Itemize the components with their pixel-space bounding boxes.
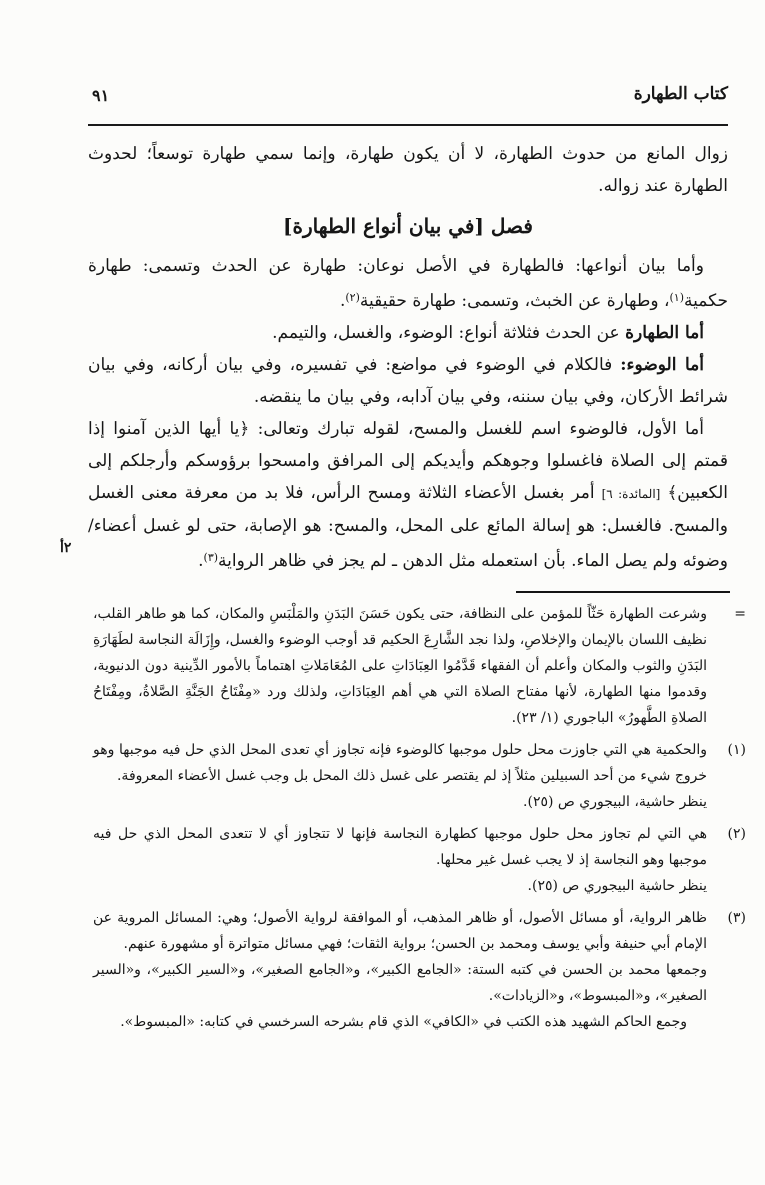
section-heading: فصل [في بيان أنواع الطهارة]: [283, 214, 533, 238]
footnote-text: ظاهر الرواية، أو مسائل الأصول، أو ظاهر المذهب، أو الموافقة لرواية الأصول؛ وهي: المسائل المروية عن الإمام أبي حنيفة وأبي يوسف ومحمد بن الحسن؛ برواية الثقات؛ فهي مسائل متواترة أو مشهورة عنهم.: [93, 910, 707, 952]
footnote-ref-1: (١): [669, 291, 685, 304]
main-text: [88, 138, 728, 577]
bold-lead: أما الطهارة: [625, 323, 704, 343]
footnote: [93, 821, 746, 899]
paragraph-text: .: [198, 551, 204, 571]
footnote-ref-2: (٢): [345, 291, 360, 304]
paragraph-text: عن الحدث فثلاثة أنواع: الوضوء، والغسل، والتيمم.: [272, 323, 626, 343]
footnote-continuation: [93, 601, 746, 731]
footnote-source: ينظر حاشية البيجوري ص (٢٥).: [527, 878, 707, 894]
bold-lead: أما الوضوء:: [620, 355, 704, 375]
footnote-text: وشرعت الطهارة حَثّاً للمؤمن على النظافة، حتى يكون حَسَنَ البَدَنِ والمَلْبَسِ والمكان، كما هو طاهر القلب، نظيف اللسان بالإيمان والإخلاصِ، ولذا نجد الشَّارِعَ الحكيم قد أوجب الوضوء والغسل، وإِزَالَة النجاسة لطَهَارَةِ البَدَنِ والثوب والمكان وأعلم أن الفقهاء قَدَّمُوا العِبَادَاتِ على المُعَامَلاتِ اهتماماً بالأمور الدِّينية دون الدنيوية، وقدموا منها الطهارة، لأنها مفتاح الصلاة التي هي أهم العِبَادَاتِ، ولذلك ورد «مِفْتَاحُ الجَنَّةِ الصَّلاةُ، ومِفْتَاحُ الصلاةِ الطَّهورُ» الباجوري (١/ ٢٣).: [93, 606, 708, 726]
footnote: [93, 905, 746, 1035]
footnote-text: والحكمية هي التي جاوزت محل حلول موجبها كالوضوء فإنه تجاوز أي تعدى المحل الذي حل فيه موجبها وهو خروج شيء من أحد السبيلين مثلاً إذ لم يقتصر على غسل ذلك المحل بل وجب غسل الأعضاء المعروفة.: [93, 742, 707, 784]
paragraph-text: فالكلام في الوضوء في مواضع: في تفسيره، وفي بيان أركانه، وفي بيان شرائط الأركان، وفي بيان سننه، وفي بيان آدابه، وفي بيان ما ينقضه.: [88, 355, 728, 407]
paragraph-wudu: [88, 349, 728, 413]
paragraph-text: وأما بيان أنواعها: فالطهارة في الأصل نوعان: طهارة عن الحدث وتسمى: طهارة حكمية: [88, 256, 728, 311]
footnote-text: وجمع الحاكم الشهيد هذه الكتب في «الكافي» الذي قام بشرحه السرخسي في كتابه: «المبسوط».: [120, 1014, 687, 1030]
folio-marker: ٢أ: [60, 540, 72, 556]
footnote-text: وجمعها محمد بن الحسن في كتبه الستة: «الجامع الكبير»، و«الجامع الصغير»، و«السير الكبير»، و«السير الصغير»، و«المبسوط»، و«الزيادات».: [93, 962, 707, 1004]
footnote-ref-3: (٣): [203, 551, 219, 564]
paragraph-first-topic: [88, 413, 728, 577]
paragraph-continuation: زوال المانع من حدوث الطهارة، لا أن يكون طهارة، وإنما سمي طهارة توسعاً؛ لحدوث الطهارة عند زواله.: [88, 144, 728, 196]
paragraph-text: ، وطهارة عن الخبث، وتسمى: طهارة حقيقية: [359, 291, 670, 311]
footnote-marker: (٢): [727, 826, 746, 842]
paragraph-text: .: [339, 291, 346, 311]
paragraph-types: [88, 250, 728, 317]
footnote: [93, 737, 746, 815]
book-title: كتاب الطهارة: [633, 84, 728, 104]
footnote-marker: (٣): [727, 910, 746, 926]
footnote-separator: [516, 591, 730, 593]
footnotes-section: [93, 601, 746, 1041]
header-rule: [88, 124, 728, 126]
page-number: ٩١: [92, 86, 110, 105]
footnote-marker: =: [734, 606, 746, 622]
verse-reference: [المائدة: ٦]: [601, 487, 661, 501]
paragraph-text: أما الأول، فالوضوء اسم للغسل والمسح، لقوله تبارك وتعالى: ﴿يا أيها الذين آمنوا إذا قمتم إلى الصلاة فاغسلوا وجوهكم وأيديكم إلى المرافق وامسحوا برؤوسكم وأرجلكم إلى الكعبين﴾: [88, 419, 728, 503]
page-header: [88, 84, 728, 110]
paragraph-hadath: [88, 317, 728, 349]
footnote-marker: (١): [727, 742, 746, 758]
footnote-source: ينظر حاشية، البيجوري ص (٢٥).: [523, 794, 707, 810]
footnote-text: هي التي لم تجاوز محل حلول موجبها كطهارة النجاسة فإنها لا تتجاوز أي لا تتعدى المحل الذي حل فيه موجبها وهو النجاسة إذ لا يجب غسل غير محلها.: [93, 826, 707, 868]
paragraph-text: أمر بغسل الأعضاء الثلاثة ومسح الرأس، فلا بد من معرفة معنى الغسل والمسح. فالغسل: هو إسالة المائع على المحل، والمسح: هو الإصابة، حتى لو غسل أعضاء/ وضوئه ولم يصل الماء. بأن استعمله مثل الدهن ـ لم يجز في ظاهر الرواية: [88, 483, 728, 571]
